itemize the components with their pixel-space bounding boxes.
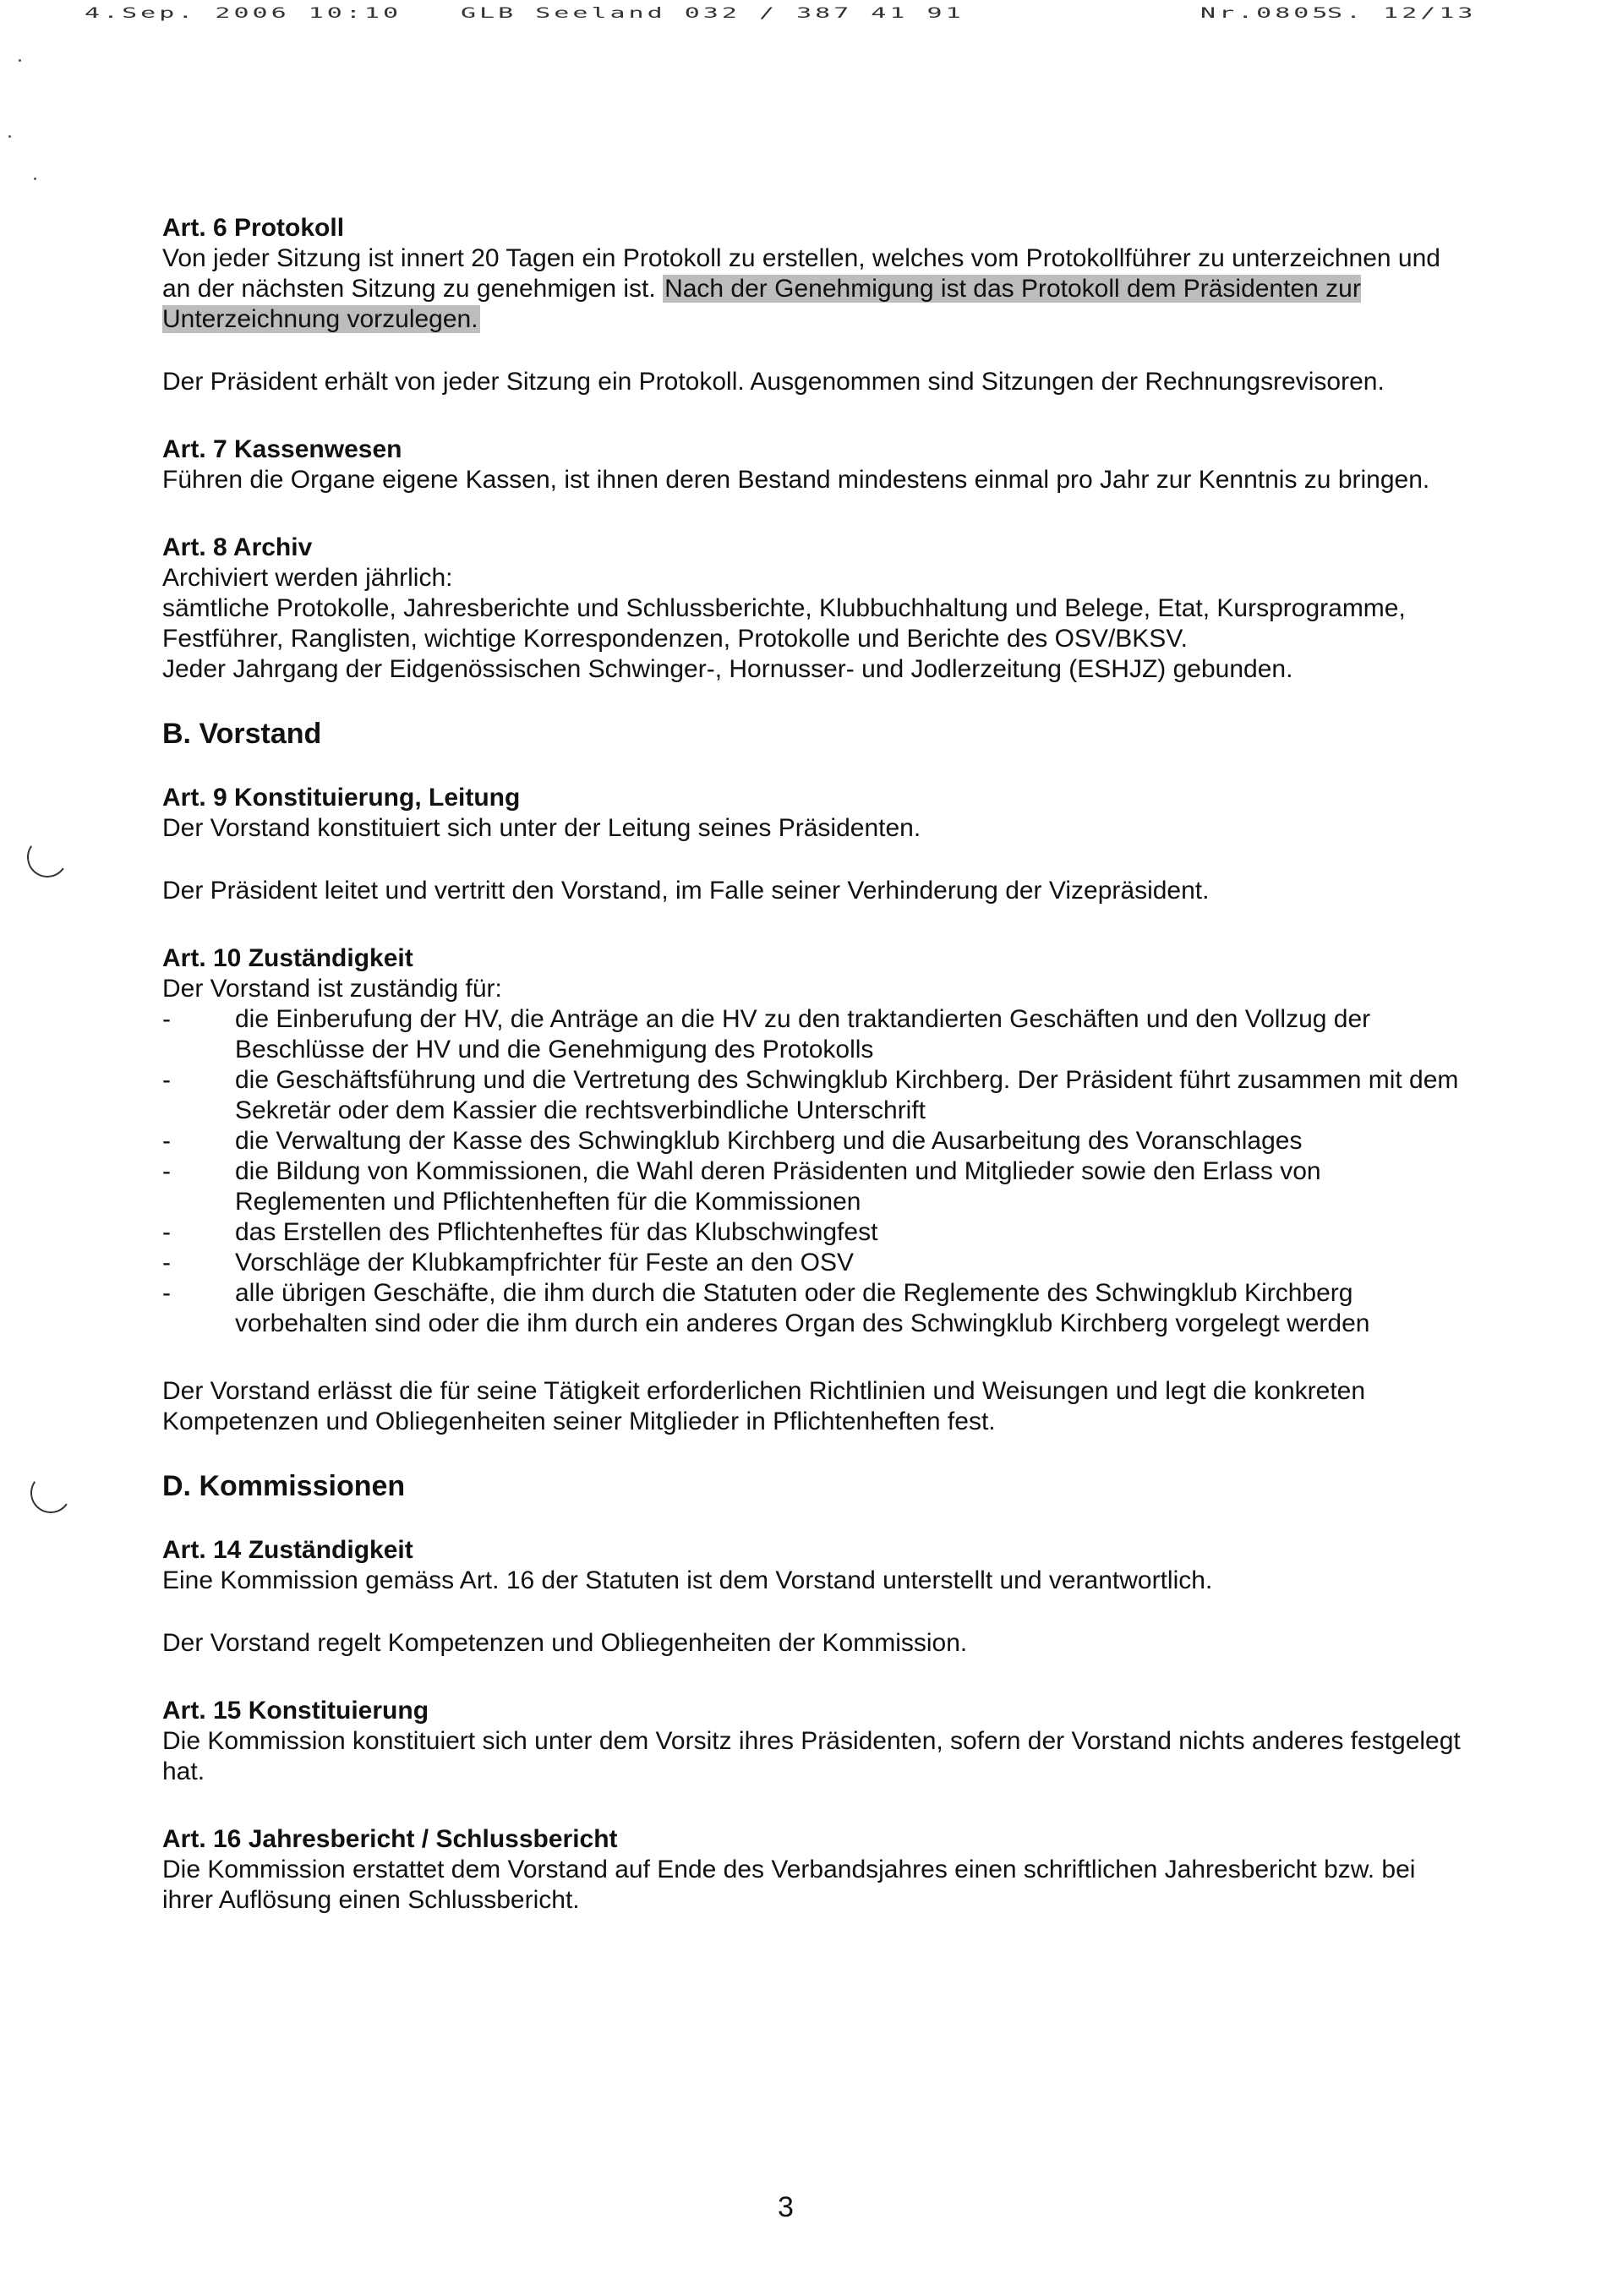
list-bullet: - [162, 1066, 171, 1094]
list-item-text: die Einberufung der HV, die Anträge an die HV zu den traktandierten Geschäften und den Vollzug der Beschlüsse der HV und die Genehmigung des Protokolls [235, 1005, 1371, 1063]
list-bullet: - [162, 1218, 171, 1246]
article-16 [162, 1824, 1464, 1916]
list-bullet: - [162, 1279, 171, 1307]
article-14-text-2: Der Vorstand regelt Kompetenzen und Obliegenheiten der Kommission. [162, 1629, 968, 1657]
article-10-list [162, 1004, 1464, 1339]
fax-page-count: S. 12/13 [1327, 5, 1477, 22]
list-item [162, 1065, 1464, 1126]
article-9-text-2: Der Präsident leitet und vertritt den Vorstand, im Falle seiner Verhinderung der Vizepräsident. [162, 877, 1210, 905]
article-6-title: Art. 6 Protokoll [162, 214, 345, 242]
article-8 [162, 533, 1464, 685]
article-9 [162, 783, 1464, 906]
list-item [162, 1004, 1464, 1065]
punch-hole-mark [27, 1469, 74, 1517]
article-9-text-1: Der Vorstand konstituiert sich unter der Leitung seines Präsidenten. [162, 814, 921, 842]
list-bullet: - [162, 1249, 171, 1276]
fax-date: 4.Sep. 2006 10:10 [85, 5, 402, 22]
list-item [162, 1248, 1464, 1278]
fax-number: Nr.0805 [1200, 5, 1331, 22]
punch-hole-mark [24, 834, 71, 881]
list-bullet: - [162, 1005, 171, 1033]
fax-header [0, 5, 1623, 24]
article-10 [162, 943, 1464, 1437]
list-bullet: - [162, 1157, 171, 1185]
document-body [162, 213, 1464, 1916]
section-b-title: B. Vorstand [162, 718, 322, 750]
list-item [162, 1217, 1464, 1248]
article-6-text-2: Der Präsident erhält von jeder Sitzung ein Protokoll. Ausgenommen sind Sitzungen der Rechnungsrevisoren. [162, 368, 1385, 396]
list-item-text: die Geschäftsführung und die Vertretung des Schwingklub Kirchberg. Der Präsident führt zusammen mit dem Sekretär oder dem Kassier die rechtsverbindliche Unterschrift [235, 1066, 1459, 1124]
list-item-text: die Bildung von Kommissionen, die Wahl deren Präsidenten und Mitglieder sowie den Erlass von Reglementen und Pflichtenheften für die Kommissionen [235, 1157, 1321, 1216]
list-item [162, 1278, 1464, 1339]
article-8-intro: Archiviert werden jährlich: [162, 564, 453, 592]
article-6-text-main: Von jeder Sitzung ist innert 20 Tagen ein Protokoll zu erstellen, welches vom Protokollführer zu unterzeichnen und an der nächsten Sitzung zu genehmigen ist. [162, 244, 1440, 303]
list-item [162, 1126, 1464, 1156]
article-10-title: Art. 10 Zuständigkeit [162, 944, 413, 972]
scan-speck [19, 59, 21, 62]
list-item-text: Vorschläge der Klubkampfrichter für Feste an den OSV [235, 1249, 855, 1276]
section-d-title: D. Kommissionen [162, 1470, 406, 1502]
scan-speck [34, 178, 36, 180]
article-8-text-1: sämtliche Protokolle, Jahresberichte und Schlussberichte, Klubbuchhaltung und Belege, Etat, Kursprogramme, Festführer, Ranglisten, wichtige Korrespondenzen, Protokolle und Berichte des OSV/BKSV. [162, 594, 1406, 653]
list-bullet: - [162, 1127, 171, 1155]
article-16-text: Die Kommission erstattet dem Vorstand auf Ende des Verbandsjahres einen schriftlichen Jahresbericht bzw. bei ihrer Auflösung einen Schlussbericht. [162, 1856, 1416, 1914]
scan-speck [8, 135, 11, 138]
article-7-title: Art. 7 Kassenwesen [162, 435, 402, 463]
list-item-text: das Erstellen des Pflichtenheftes für das Klubschwingfest [235, 1218, 878, 1246]
article-6-highlighted-text: Nach der Genehmigung ist das Protokoll dem Präsidenten zur Unterzeichnung vorzulegen. [162, 275, 1361, 333]
article-8-title: Art. 8 Archiv [162, 533, 313, 561]
article-7-text: Führen die Organe eigene Kassen, ist ihnen deren Bestand mindestens einmal pro Jahr zur Kenntnis zu bringen. [162, 466, 1430, 494]
article-14 [162, 1535, 1464, 1659]
article-10-closing: Der Vorstand erlässt die für seine Tätigkeit erforderlichen Richtlinien und Weisungen und legt die konkreten Kompetenzen und Obliegenheiten seiner Mitglieder in Pflichtenheften fest. [162, 1377, 1366, 1435]
article-6-text [162, 243, 1464, 335]
article-7 [162, 435, 1464, 495]
article-14-text-1: Eine Kommission gemäss Art. 16 der Statuten ist dem Vorstand unterstellt und verantwortlich. [162, 1566, 1213, 1594]
article-16-title: Art. 16 Jahresbericht / Schlussbericht [162, 1825, 618, 1853]
list-item [162, 1156, 1464, 1217]
list-item-text: die Verwaltung der Kasse des Schwingklub Kirchberg und die Ausarbeitung des Voranschlages [235, 1127, 1303, 1155]
list-item-text: alle übrigen Geschäfte, die ihm durch die Statuten oder die Reglemente des Schwingklub Kirchberg vorbehalten sind oder die ihm durch ein anderes Organ des Schwingklub Kirchberg vorgelegt werden [235, 1279, 1370, 1337]
article-15-title: Art. 15 Konstituierung [162, 1697, 429, 1725]
article-9-title: Art. 9 Konstituierung, Leitung [162, 784, 521, 812]
article-15 [162, 1696, 1464, 1787]
fax-sender: GLB Seeland 032 / 387 41 91 [461, 5, 965, 22]
article-14-title: Art. 14 Zuständigkeit [162, 1536, 413, 1564]
article-6 [162, 213, 1464, 397]
page-number: 3 [778, 2191, 794, 2223]
article-10-intro: Der Vorstand ist zuständig für: [162, 975, 502, 1003]
article-8-text-2: Jeder Jahrgang der Eidgenössischen Schwinger-, Hornusser- und Jodlerzeitung (ESHJZ) gebunden. [162, 655, 1293, 683]
article-15-text: Die Kommission konstituiert sich unter dem Vorsitz ihres Präsidenten, sofern der Vorstand nichts anderes festgelegt hat. [162, 1727, 1461, 1785]
